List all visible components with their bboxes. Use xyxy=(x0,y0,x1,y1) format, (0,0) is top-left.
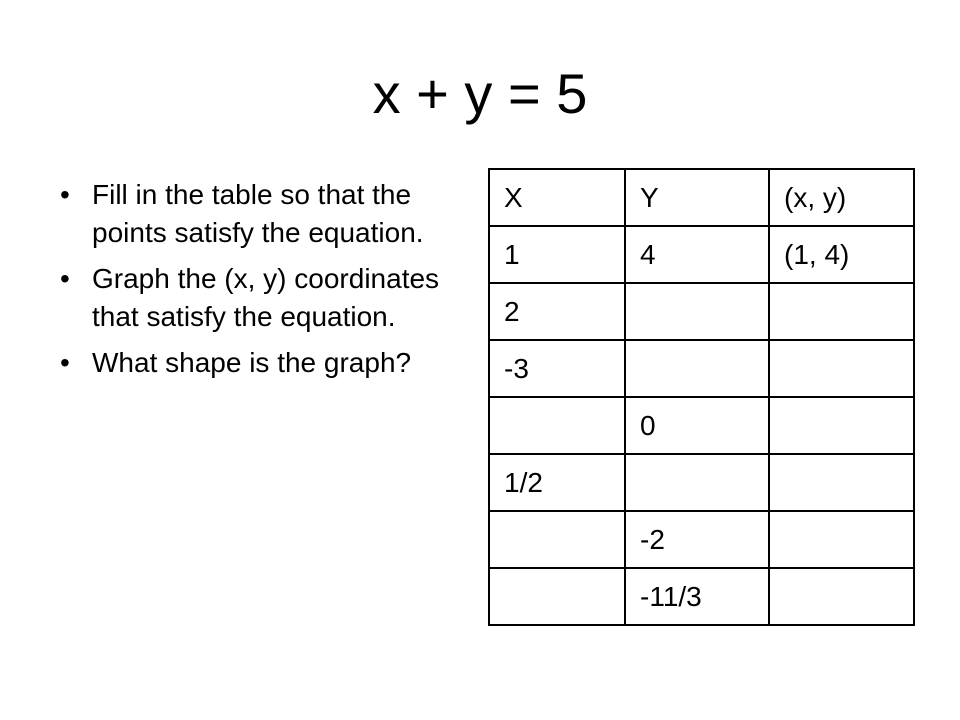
cell-y: -11/3 xyxy=(625,568,769,625)
bullet-marker: • xyxy=(60,179,70,210)
bullet-item xyxy=(58,344,458,382)
slide-title: x + y = 5 xyxy=(372,62,588,125)
cell-x: 2 xyxy=(489,283,625,340)
xy-table xyxy=(488,168,915,626)
cell-point xyxy=(769,454,914,511)
bullet-text: Fill in the table so that the points satisfy the equation. xyxy=(92,179,424,248)
cell-point xyxy=(769,340,914,397)
bullet-item xyxy=(58,176,458,252)
cell-point xyxy=(769,568,914,625)
table-row xyxy=(489,454,914,511)
cell-y xyxy=(625,340,769,397)
table-row xyxy=(489,340,914,397)
cell-point xyxy=(769,511,914,568)
table-row xyxy=(489,283,914,340)
cell-x xyxy=(489,568,625,625)
cell-y xyxy=(625,283,769,340)
bullet-marker: • xyxy=(60,263,70,294)
bullet-item xyxy=(58,260,458,336)
cell-x xyxy=(489,511,625,568)
cell-x: 1/2 xyxy=(489,454,625,511)
table-row xyxy=(489,568,914,625)
cell-point xyxy=(769,283,914,340)
bullet-marker: • xyxy=(60,347,70,378)
bullet-text: What shape is the graph? xyxy=(92,347,412,378)
header-cell-x: X xyxy=(489,169,625,226)
table-row xyxy=(489,226,914,283)
cell-y: -2 xyxy=(625,511,769,568)
cell-x xyxy=(489,397,625,454)
cell-point: (1, 4) xyxy=(769,226,914,283)
cell-y: 4 xyxy=(625,226,769,283)
bullet-list xyxy=(58,176,458,390)
cell-x: -3 xyxy=(489,340,625,397)
cell-y: 0 xyxy=(625,397,769,454)
cell-x: 1 xyxy=(489,226,625,283)
table-row xyxy=(489,397,914,454)
table-header-row xyxy=(489,169,914,226)
header-cell-point: (x, y) xyxy=(769,169,914,226)
bullet-text: Graph the (x, y) coordinates that satisfy the equation. xyxy=(92,263,440,332)
cell-y xyxy=(625,454,769,511)
header-cell-y: Y xyxy=(625,169,769,226)
cell-point xyxy=(769,397,914,454)
table-row xyxy=(489,511,914,568)
